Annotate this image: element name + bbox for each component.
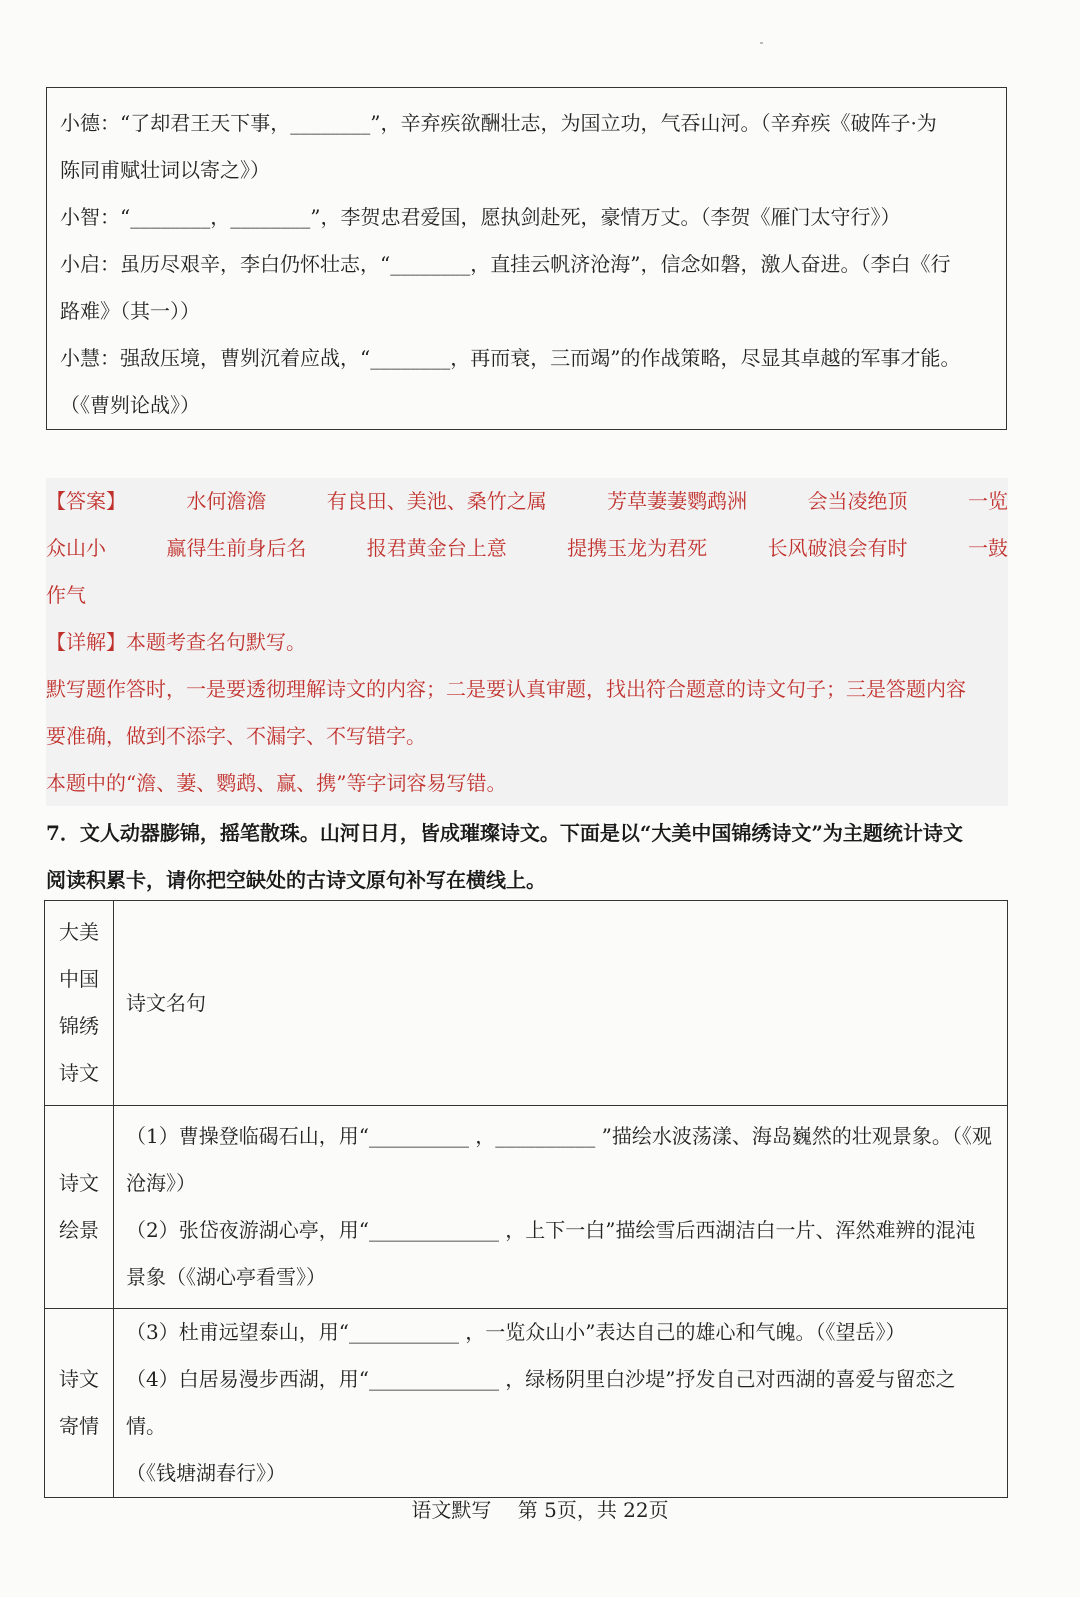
row-category-cell: 诗文 寄情 — [45, 1309, 114, 1498]
header-cell-category: 大美 中国 锦绣 诗文 — [45, 901, 114, 1106]
box-line: 陈同甫赋壮词以寄之》） — [60, 158, 270, 182]
footer-page-number: 第 5页，共 22页 — [517, 1498, 669, 1522]
fill-blank-line: （1）曹操登临碣石山，用“__________ ，__________ ”描绘水波荡漾、海岛巍然的壮观景象。（《观 — [126, 1124, 992, 1148]
answer-item: 有良田、美池、桑竹之属 — [326, 489, 547, 513]
box-line: 小智：“________，________”，李贺忠君爱国，愿执剑赴死，豪情万丈。（李贺《雁门太守行》） — [60, 205, 901, 229]
answer-label: 【答案】 — [46, 489, 126, 513]
answer-item: 芳草萋萋鹦鹉洲 — [607, 489, 748, 513]
question-box — [46, 87, 1007, 430]
header-cell-title: 诗文名句 — [114, 901, 1008, 1106]
box-line: （《曹刿论战》） — [60, 393, 200, 417]
box-line: 路难》（其一）） — [60, 299, 200, 323]
page-footer — [0, 1494, 1080, 1523]
row-content-cell — [114, 1309, 1008, 1498]
question-7-line: 7．文人动器膨锦，摇笔散珠。山河日月，皆成璀璨诗文。下面是以“大美中国锦绣诗文”为主题统计诗文 — [46, 821, 963, 845]
fill-blank-line: （《钱塘湖春行》） — [126, 1461, 286, 1485]
fill-blank-line: 景象（《湖心亭看雪》） — [126, 1265, 326, 1289]
answer-item: 长风破浪会有时 — [767, 536, 908, 560]
answer-item: 水何澹澹 — [186, 489, 267, 513]
answer-item: 提携玉龙为君死 — [567, 536, 708, 560]
fill-blank-line: （4）白居易漫步西湖，用“_____________ ，绿杨阴里白沙堤”抒发自己对西湖的喜爱与留恋之情。 — [126, 1367, 956, 1438]
fill-blank-line: （2）张岱夜游湖心亭，用“_____________ ，上下一白”描绘雪后西湖洁白一片、浑然难辨的混沌 — [126, 1218, 976, 1242]
question-7-line: 阅读积累卡，请你把空缺处的古诗文原句补写在横线上。 — [46, 868, 546, 892]
table-row — [45, 1309, 1008, 1498]
fill-blank-line: （3）杜甫远望泰山，用“___________ ，一览众山小”表达自己的雄心和气魄。（《望岳》） — [126, 1320, 906, 1344]
detail-label: 【详解】本题考查名句默写。 — [46, 630, 306, 654]
table-row — [45, 1106, 1008, 1309]
answer-item: 会当凌绝顶 — [807, 489, 908, 513]
detail-text: 默写题作答时，一是要透彻理解诗文的内容；二是要认真审题，找出符合题意的诗文句子；三是答题内容 — [46, 677, 966, 701]
footer-subject: 语文默写 — [411, 1498, 492, 1522]
answer-item: 赢得生前身后名 — [166, 536, 307, 560]
row-category-cell: 诗文 绘景 — [45, 1106, 114, 1309]
box-line: 小德：“了却君王天下事，________”，辛弃疾欲酬壮志，为国立功，气吞山河。（辛弃疾《破阵子·为 — [60, 111, 937, 135]
fill-blank-line: 沧海》） — [126, 1171, 196, 1195]
detail-text: 本题中的“澹、萋、鹦鹉、赢、携”等字词容易写错。 — [46, 771, 507, 795]
box-line: 小启：虽历尽艰辛，李白仍怀壮志，“________，直挂云帆济沧海”，信念如磐，激人奋进。（李白《行 — [60, 252, 951, 276]
answer-item: 众山小 — [46, 536, 106, 560]
question-7 — [46, 810, 1008, 904]
answer-row — [46, 478, 1008, 525]
row-content-cell — [114, 1106, 1008, 1309]
poetry-card-table — [44, 900, 1008, 1498]
detail-text: 要准确，做到不添字、不漏字、不写错字。 — [46, 724, 426, 748]
answer-row — [46, 525, 1008, 572]
box-line: 小慧：强敌压境，曹刿沉着应战，“________，再而衰，三而竭”的作战策略，尽显其卓越的军事才能。 — [60, 346, 961, 370]
speck — [760, 42, 763, 44]
answer-item: 报君黄金台上意 — [366, 536, 507, 560]
answer-item: 一览 — [967, 489, 1008, 513]
answer-item: 作气 — [46, 583, 86, 607]
table-header-row — [45, 901, 1008, 1106]
answer-section — [46, 478, 1008, 806]
answer-item: 一鼓 — [967, 536, 1008, 560]
